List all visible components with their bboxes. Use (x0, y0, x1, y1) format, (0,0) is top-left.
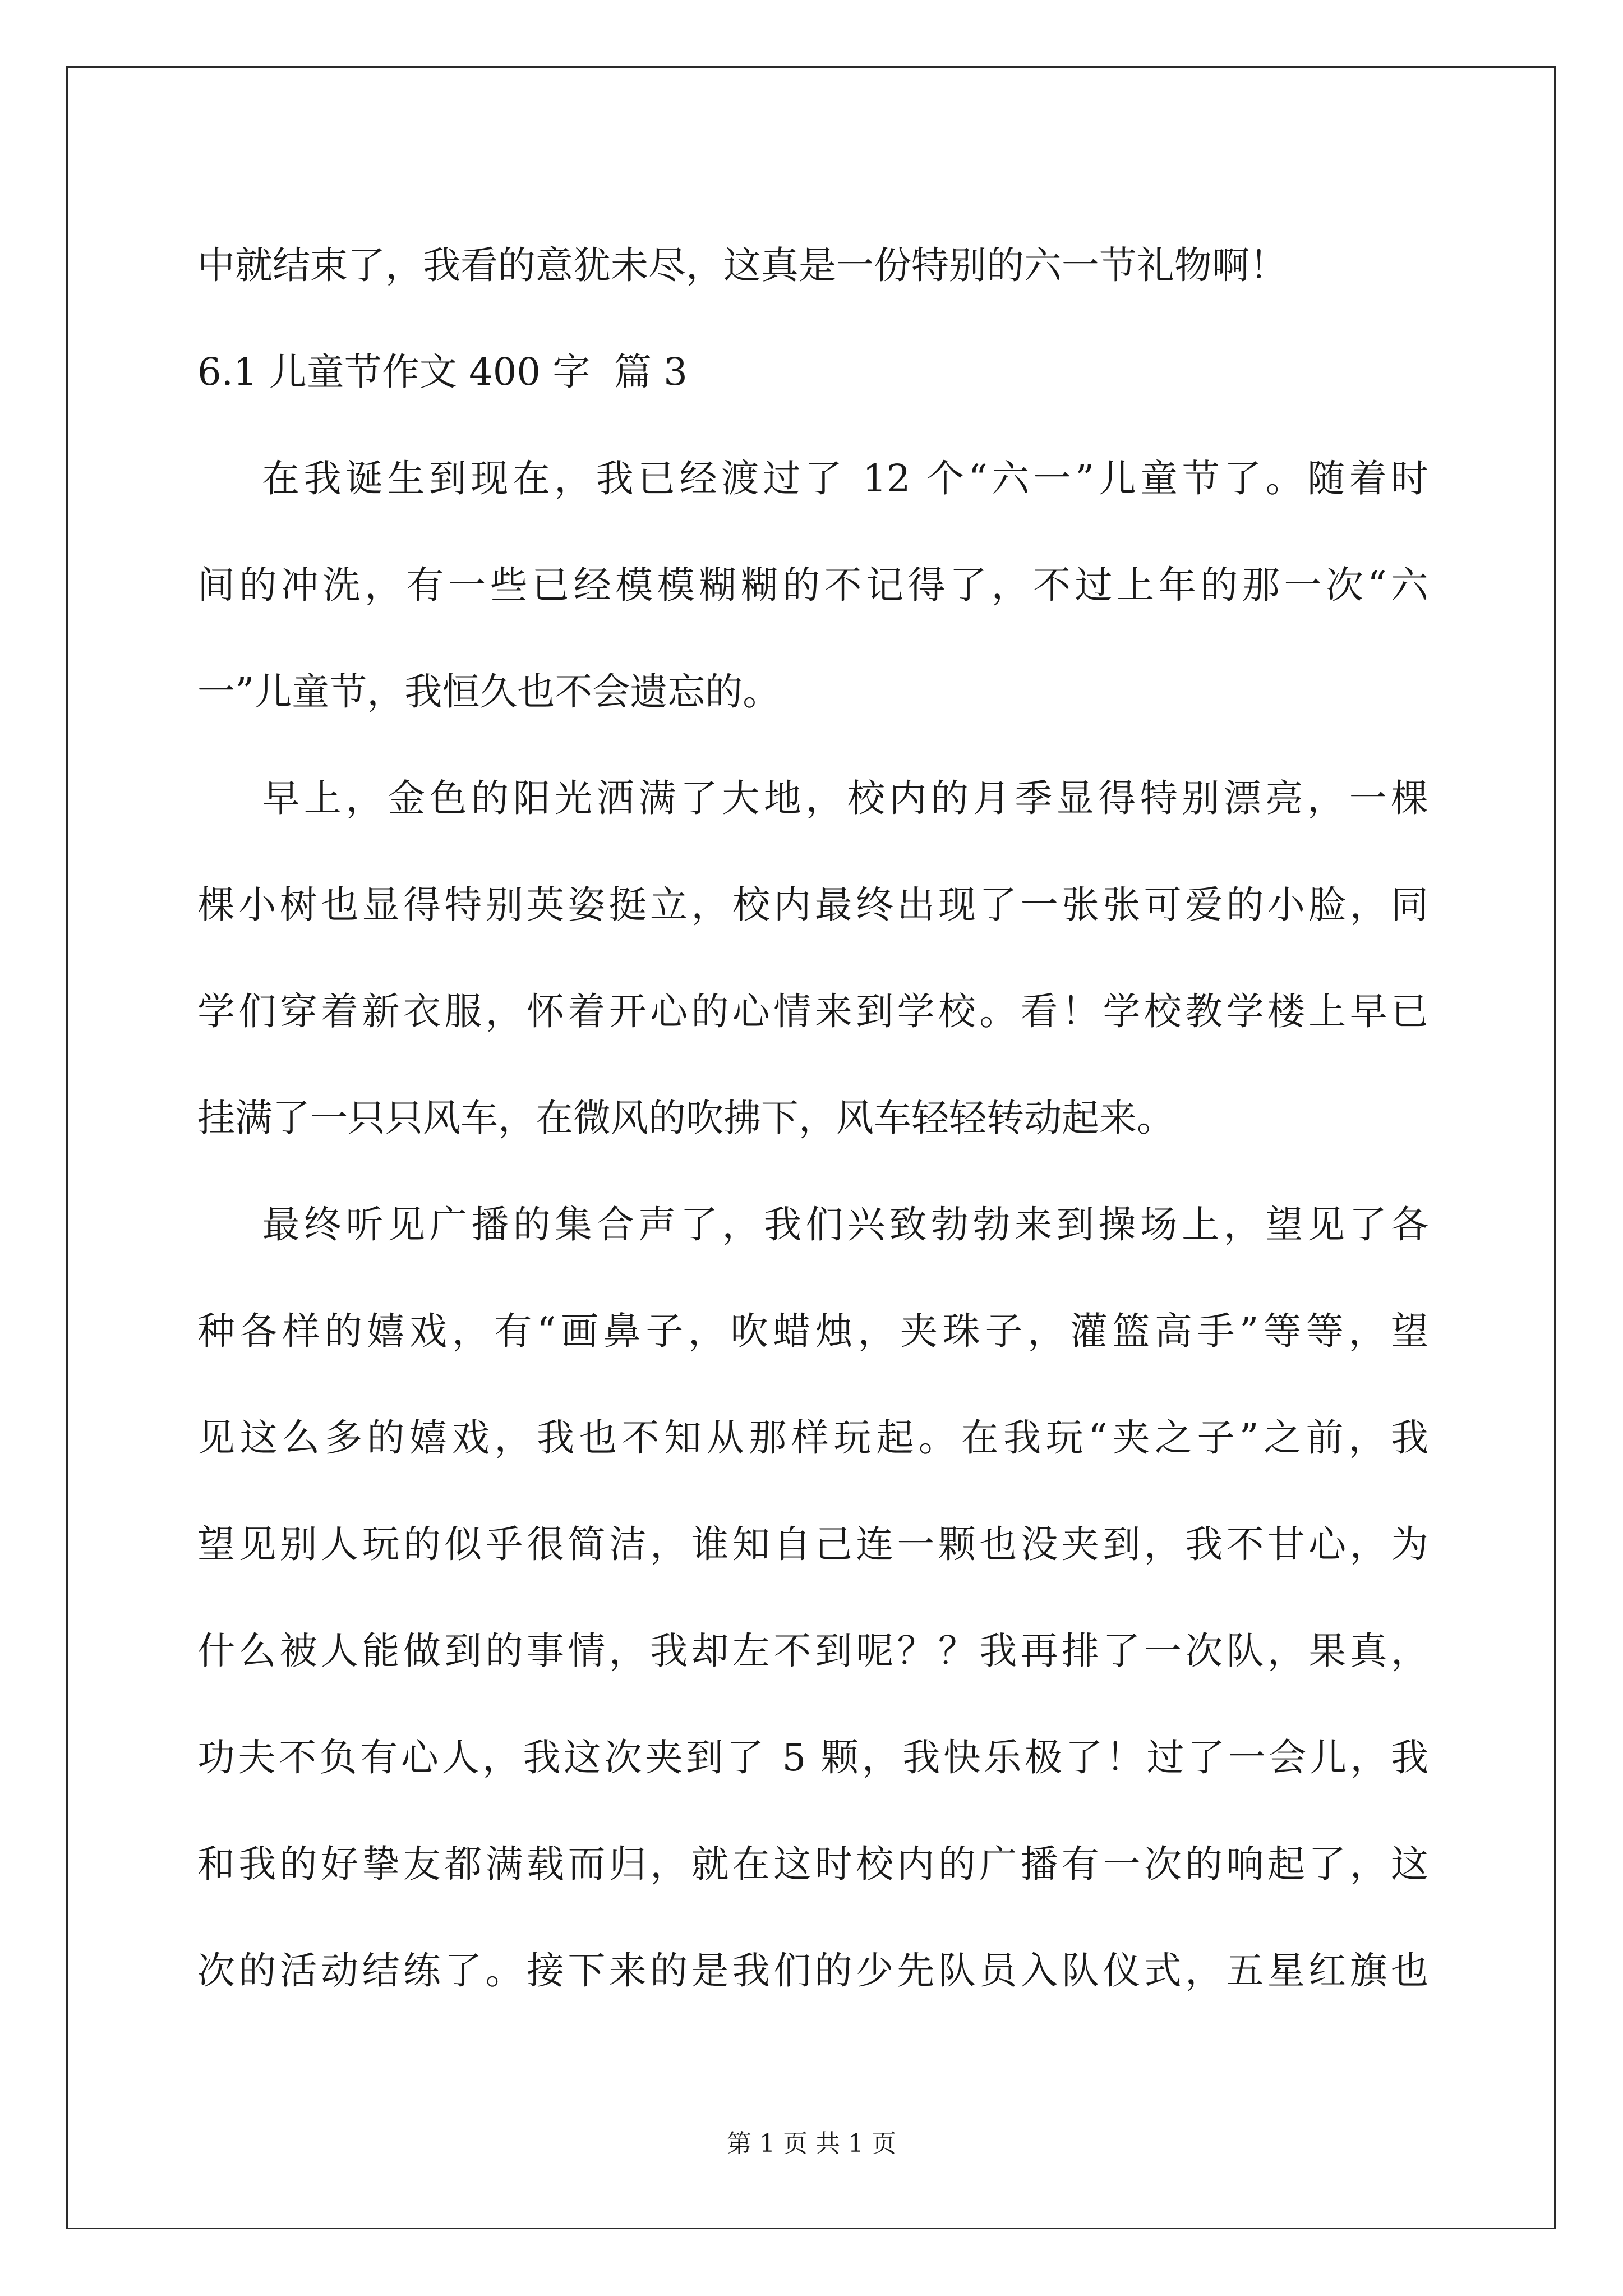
text-line: 功夫不负有心人，我这次夹到了 5 颗，我快乐极了！过了一会儿，我 (197, 1736, 1428, 1779)
text-line: 种各样的嬉戏，有“画鼻子，吹蜡烛，夹珠子，灌篮高手”等等，望 (197, 1309, 1428, 1353)
text-line: 一”儿童节，我恒久也不会遗忘的。 (197, 670, 781, 714)
text-line: 什么被人能做到的事情，我却左不到呢？？我再排了一次队，果真， (197, 1629, 1428, 1673)
text-line: 棵小树也显得特别英姿挺立，校内最终出现了一张张可爱的小脸，同 (197, 883, 1428, 927)
text-line: 望见别人玩的似乎很简洁，谁知自己连一颗也没夹到，我不甘心，为 (197, 1522, 1428, 1566)
text-line: 最终听见广播的集合声了，我们兴致勃勃来到操场上，望见了各 (197, 1203, 1428, 1246)
text-line: 早上，金色的阳光洒满了大地，校内的月季显得特别漂亮，一棵 (197, 776, 1428, 820)
section-heading: 6.1 儿童节作文 400 字 篇 3 (197, 350, 688, 394)
document-body (197, 212, 1428, 2024)
text-line: 间的冲洗，有一些已经模模糊糊的不记得了，不过上年的那一次“六 (197, 563, 1428, 607)
text-line: 见这么多的嬉戏，我也不知从那样玩起。在我玩“夹之子”之前，我 (197, 1416, 1428, 1460)
page-footer: 第 1 页 共 1 页 (727, 2129, 896, 2158)
text-line: 中就结束了，我看的意犹未尽，这真是一份特别的六一节礼物啊！ (197, 243, 1287, 287)
text-line: 学们穿着新衣服，怀着开心的心情来到学校。看！学校教学楼上早已 (197, 990, 1428, 1033)
text-line: 挂满了一只只风车，在微风的吹拂下，风车轻轻转动起来。 (197, 1096, 1174, 1140)
text-line: 在我诞生到现在，我已经渡过了 12 个“六一”儿童节了。随着时 (197, 457, 1428, 500)
text-line: 和我的好挚友都满载而归，就在这时校内的广播有一次的响起了，这 (197, 1842, 1428, 1886)
text-line: 次的活动结练了。接下来的是我们的少先队员入队仪式，五星红旗也 (197, 1949, 1428, 1993)
